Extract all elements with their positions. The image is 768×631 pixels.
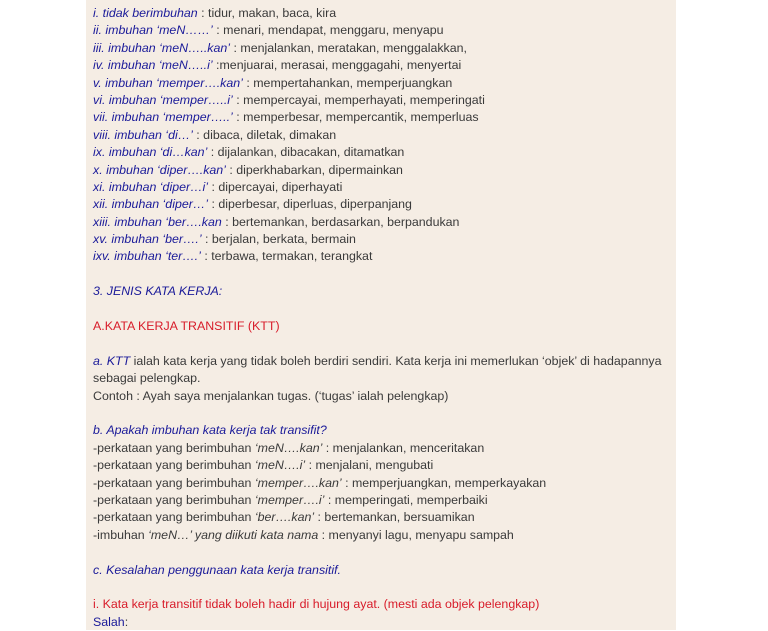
salah-line xyxy=(93,614,668,631)
prefix-list-item xyxy=(93,457,668,474)
affix-examples: : mempercayai, memperhayati, memperingati xyxy=(232,92,485,107)
subsection-heading: A.KATA KERJA TRANSITIF (KTT) xyxy=(93,319,280,334)
ktt-definition xyxy=(93,353,668,388)
prefix-list-item xyxy=(93,492,668,509)
error-heading: c. Kesalahan penggunaan kata kerja transitif. xyxy=(93,562,341,577)
affix-label: vii. imbuhan ‘memper…..’ xyxy=(93,110,233,125)
question-heading: b. Apakah imbuhan kata kerja tak transifit? xyxy=(93,423,327,438)
affix-list-item xyxy=(93,196,668,213)
affix-list-item xyxy=(93,231,668,248)
spacer xyxy=(93,301,668,318)
rule-i: i. Kata kerja transitif tidak boleh hadir di hujung ayat. (mesti ada objek pelengkap) xyxy=(93,597,540,612)
affix-examples: : dipercayai, diperhayati xyxy=(208,179,343,194)
ktt-definition-text: ialah kata kerja yang tidak boleh berdiri sendiri. Kata kerja ini memerlukan ‘objek’ di hadapannya sebagai pelengkap. xyxy=(93,353,662,386)
affix-list-item xyxy=(93,144,668,161)
document-content xyxy=(93,5,668,631)
prefix-lead: -imbuhan xyxy=(93,527,149,542)
prefix-examples: : menjalankan, menceritakan xyxy=(322,440,485,455)
prefix-affix: ‘meN…’ yang diikuti kata nama xyxy=(148,527,319,542)
affix-list-item xyxy=(93,92,668,109)
ktt-label: a. KTT xyxy=(93,353,131,368)
affix-label: xiii. imbuhan ‘ber….kan xyxy=(93,214,222,229)
spacer xyxy=(93,335,668,352)
affix-label: xii. imbuhan ‘diper…’ xyxy=(93,197,209,212)
affix-examples: : menjalankan, meratakan, menggalakkan, xyxy=(230,40,467,55)
prefix-affix: ‘memper….kan’ xyxy=(254,475,342,490)
ktt-example: Contoh : Ayah saya menjalankan tugas. (‘tugas’ ialah pelengkap) xyxy=(93,388,449,403)
affix-examples: : menari, mendapat, menggaru, menyapu xyxy=(212,23,444,38)
affix-list-item xyxy=(93,179,668,196)
affix-list-item xyxy=(93,248,668,265)
prefix-affix: ‘meN….kan’ xyxy=(254,440,323,455)
affix-list-item xyxy=(93,109,668,126)
affix-examples: : diperbesar, diperluas, diperpanjang xyxy=(208,197,412,212)
affix-label: iii. imbuhan ‘meN…..kan’ xyxy=(93,40,231,55)
prefix-list-item xyxy=(93,527,668,544)
affix-label: viii. imbuhan ‘di…’ xyxy=(93,127,193,142)
spacer xyxy=(93,405,668,422)
prefix-examples: : memperingati, memperbaiki xyxy=(324,492,488,507)
prefix-list xyxy=(93,440,668,544)
affix-examples: : tidur, makan, baca, kira xyxy=(197,6,337,20)
affix-list xyxy=(93,5,668,266)
section-heading: 3. JENIS KATA KERJA: xyxy=(93,284,223,299)
affix-examples: : dijalankan, dibacakan, ditamatkan xyxy=(207,145,405,160)
document-page xyxy=(86,0,676,630)
affix-examples: : mempertahankan, memperjuangkan xyxy=(242,75,453,90)
affix-list-item xyxy=(93,127,668,144)
prefix-examples: : bertemankan, bersuamikan xyxy=(314,510,475,525)
affix-label: x. imbuhan ‘diper….kan’ xyxy=(93,162,226,177)
prefix-lead: -perkataan yang berimbuhan xyxy=(93,458,255,473)
prefix-lead: -perkataan yang berimbuhan xyxy=(93,510,255,525)
prefix-lead: -perkataan yang berimbuhan xyxy=(93,475,255,490)
spacer xyxy=(93,544,668,561)
prefix-affix: ‘meN….i’ xyxy=(254,458,306,473)
affix-list-item xyxy=(93,57,668,74)
affix-examples: : terbawa, termakan, terangkat xyxy=(200,249,373,264)
affix-examples: : dibaca, diletak, dimakan xyxy=(192,127,337,142)
prefix-list-item xyxy=(93,440,668,457)
spacer xyxy=(93,266,668,283)
affix-examples: : bertemankan, berdasarkan, berpandukan xyxy=(221,214,460,229)
affix-label: ii. imbuhan ‘meN……’ xyxy=(93,23,213,38)
affix-list-item xyxy=(93,40,668,57)
affix-list-item xyxy=(93,75,668,92)
salah-colon: : xyxy=(124,614,129,629)
affix-list-item xyxy=(93,5,668,22)
salah-label: Salah xyxy=(93,614,125,629)
affix-list-item xyxy=(93,22,668,39)
spacer xyxy=(93,579,668,596)
affix-label: iv. imbuhan ‘meN…..i’ xyxy=(93,58,213,73)
prefix-list-item xyxy=(93,509,668,526)
prefix-affix: ‘ber….kan’ xyxy=(254,510,315,525)
affix-examples: : diperkhabarkan, dipermainkan xyxy=(225,162,403,177)
prefix-lead: -perkataan yang berimbuhan xyxy=(93,492,255,507)
affix-label: i. tidak berimbuhan xyxy=(93,6,198,20)
prefix-lead: -perkataan yang berimbuhan xyxy=(93,440,255,455)
affix-examples: : memperbesar, mempercantik, memperluas xyxy=(232,110,479,125)
prefix-examples: : memperjuangkan, memperkayakan xyxy=(341,475,547,490)
affix-list-item xyxy=(93,214,668,231)
affix-list-item xyxy=(93,162,668,179)
affix-examples: : berjalan, berkata, bermain xyxy=(201,232,356,247)
affix-label: v. imbuhan ‘memper….kan’ xyxy=(93,75,243,90)
affix-label: xi. imbuhan ‘diper…i’ xyxy=(93,179,209,194)
prefix-examples: : menyanyi lagu, menyapu sampah xyxy=(318,527,514,542)
prefix-examples: : menjalani, mengubati xyxy=(305,458,434,473)
affix-label: xv. imbuhan ‘ber….’ xyxy=(93,232,202,247)
affix-label: ixv. imbuhan ‘ter….’ xyxy=(93,249,201,264)
affix-label: vi. imbuhan ‘memper…..i’ xyxy=(93,92,233,107)
prefix-list-item xyxy=(93,475,668,492)
prefix-affix: ‘memper….i’ xyxy=(254,492,325,507)
affix-label: ix. imbuhan ‘di…kan’ xyxy=(93,145,208,160)
affix-examples: :menjuarai, merasai, menggagahi, menyertai xyxy=(212,58,462,73)
